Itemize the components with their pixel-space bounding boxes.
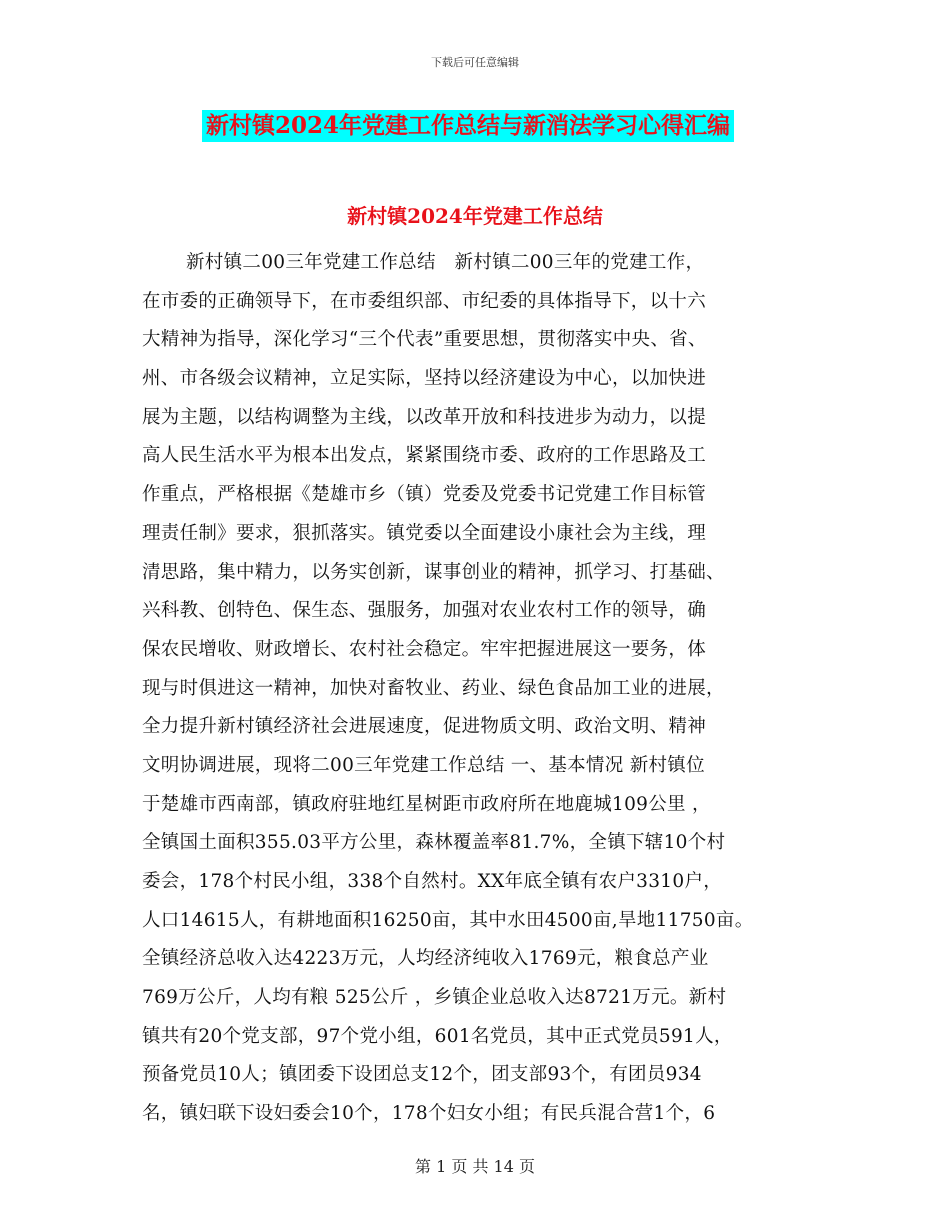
body-line: 理责任制》要求，狠抓落实。镇党委以全面建设小康社会为主线，理	[142, 522, 707, 544]
body-line: 人口14615人，有耕地面积16250亩，其中水田4500亩,旱地11750亩。	[142, 909, 754, 931]
body-line: 全力提升新村镇经济社会进展速度，促进物质文明、政治文明、精神	[142, 716, 707, 738]
body-line: 全镇国土面积355.03平方公里，森林覆盖率81.7%，全镇下辖10个村	[142, 832, 726, 854]
body-line: 保农民增收、财政增长、农村社会稳定。牢牢把握进展这一要务，体	[142, 638, 707, 660]
body-line: 委会，178个村民小组，338个自然村。XX年底全镇有农户3310户，	[142, 871, 723, 892]
page-number: 第 1 页 共 14 页	[415, 1157, 535, 1176]
body-line: 兴科教、创特色、保生态、强服务，加强对农业农村工作的领导，确	[142, 600, 707, 622]
body-line: 大精神为指导，深化学习“三个代表”重要思想，贯彻落实中央、省、	[142, 329, 707, 351]
body-line: 州、市各级会议精神，立足实际，坚持以经济建设为中心，以加快进	[142, 368, 707, 390]
body-line: 现与时俱进这一精神，加快对畜牧业、药业、绿色食品加工业的进展，	[142, 677, 725, 699]
body-line: 全镇经济总收入达4223万元，人均经济纯收入1769元，粮食总产业	[142, 948, 709, 970]
header-note: 下载后可任意编辑	[431, 56, 519, 69]
body-line: 769万公斤，人均有粮 525公斤 ，乡镇企业总收入达8721万元。新村	[142, 987, 727, 1009]
body-line: 名，镇妇联下设妇委会10个，178个妇女小组；有民兵混合营1个，6	[142, 1103, 716, 1125]
body-line: 作重点，严格根据《楚雄市乡（镇）党委及党委书记党建工作目标管	[142, 484, 707, 506]
body-line: 展为主题，以结构调整为主线，以改革开放和科技进步为动力，以提	[142, 406, 707, 428]
body-line: 文明协调进展，现将二00三年党建工作总结 一、基本情况 新村镇位	[142, 754, 705, 776]
body-line: 在市委的正确领导下，在市委组织部、市纪委的具体指导下，以十六	[142, 290, 707, 312]
body-line: 于楚雄市西南部，镇政府驻地红星树距市政府所在地鹿城109公里 ，	[142, 793, 711, 815]
section-title: 新村镇2024年党建工作总结	[347, 204, 603, 228]
body-line: 高人民生活水平为根本出发点，紧紧围绕市委、政府的工作思路及工	[142, 445, 707, 467]
body-line: 预备党员10人；镇团委下设团总支12个，团支部93个，有团员934	[142, 1064, 702, 1086]
body-line: 镇共有20个党支部，97个党小组，601名党员，其中正式党员591人，	[142, 1025, 733, 1047]
body-line: 清思路，集中精力，以务实创新，谋事创业的精神，抓学习、打基础、	[142, 561, 725, 583]
document-title: 新村镇2024年党建工作总结与新消法学习心得汇编	[202, 110, 734, 142]
body-text	[142, 244, 822, 1134]
body-line: 新村镇二00三年党建工作总结 新村镇二00三年的党建工作，	[186, 252, 705, 273]
